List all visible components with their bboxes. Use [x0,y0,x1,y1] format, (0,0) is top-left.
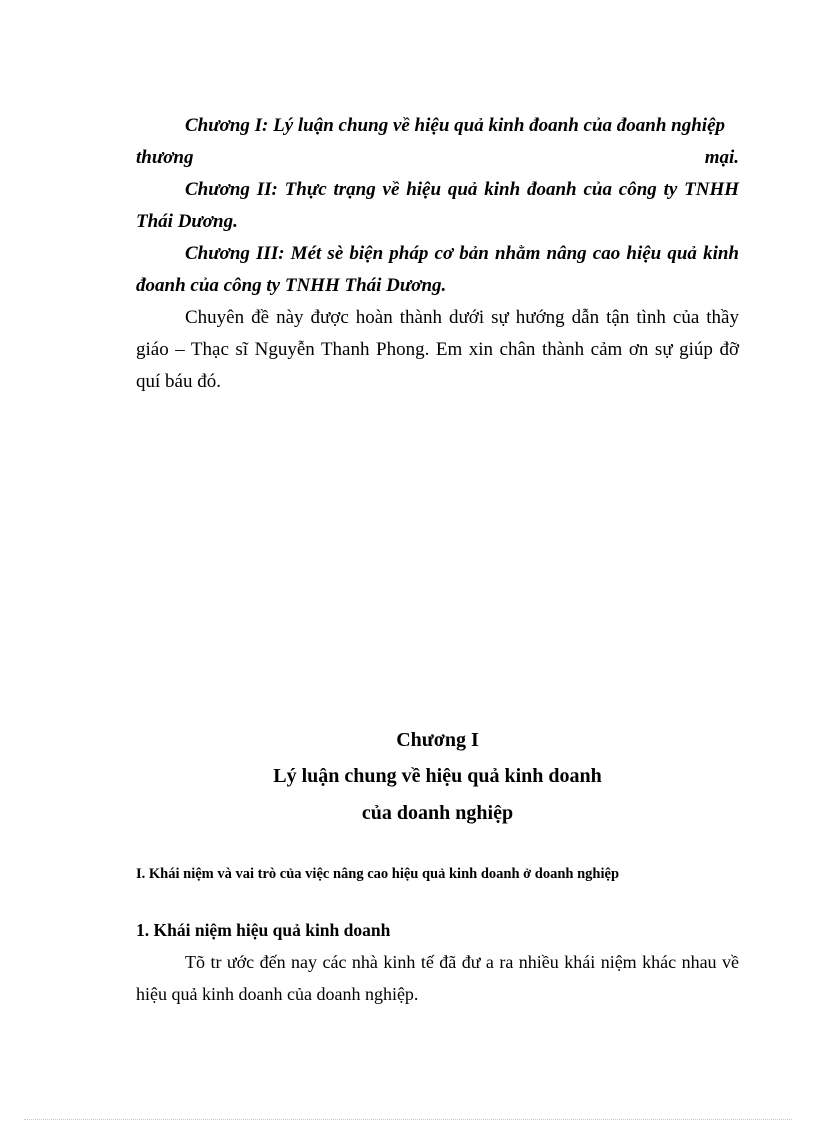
page-bottom-divider [24,1119,792,1120]
chapter2-text: Chương II: Thực trạng về hiệu quả kinh đoanh của công ty TNHH Thái Dương. [136,179,739,232]
acknowledgement-text: Chuyên đề này được hoàn thành dưới sự hướng dẫn tận tình của thầy giáo – Thạc sĩ Nguyễn Thanh Phong. Em xin chân thành cảm ơn sự giúp đỡ quí báu đó. [136,307,739,392]
chapter1-word-thuong: thương [136,147,194,168]
intro-chapter3 [136,238,739,302]
intro-chapter1 [136,110,739,174]
chapter3-text: Chương III: Mét sè biện pháp cơ bản nhằm nâng cao hiệu quả kinh đoanh của công ty TNHH Thái Dương. [136,243,739,296]
body-paragraph [136,946,739,1010]
intro-chapter2 [136,174,739,238]
body-paragraph-text: Tõ tr ước đến nay các nhà kinh tế đã đư a ra nhiều khái niệm khác nhau về hiệu quả kinh doanh của doanh nghiệp. [136,952,739,1004]
chapter-title-line2: của doanh nghiệp [361,802,514,824]
chapter-number: Chương I [396,729,479,751]
chapter1-word-mai: mại. [704,147,739,168]
acknowledgement [136,302,739,398]
chapter1-continuation [136,142,739,174]
chapter-title-line1: Lý luận chung về hiệu quả kinh doanh [273,765,602,787]
chapter1-text: Chương I: Lý luận chung về hiệu quả kinh đoanh của đoanh nghiệp [185,115,725,136]
section-title: I. Khái niệm và vai trò của việc nâng cao hiệu quả kinh doanh ở doanh nghiệp [136,866,620,882]
subsection-title: 1. Khái niệm hiệu quả kinh doanh [136,920,391,940]
